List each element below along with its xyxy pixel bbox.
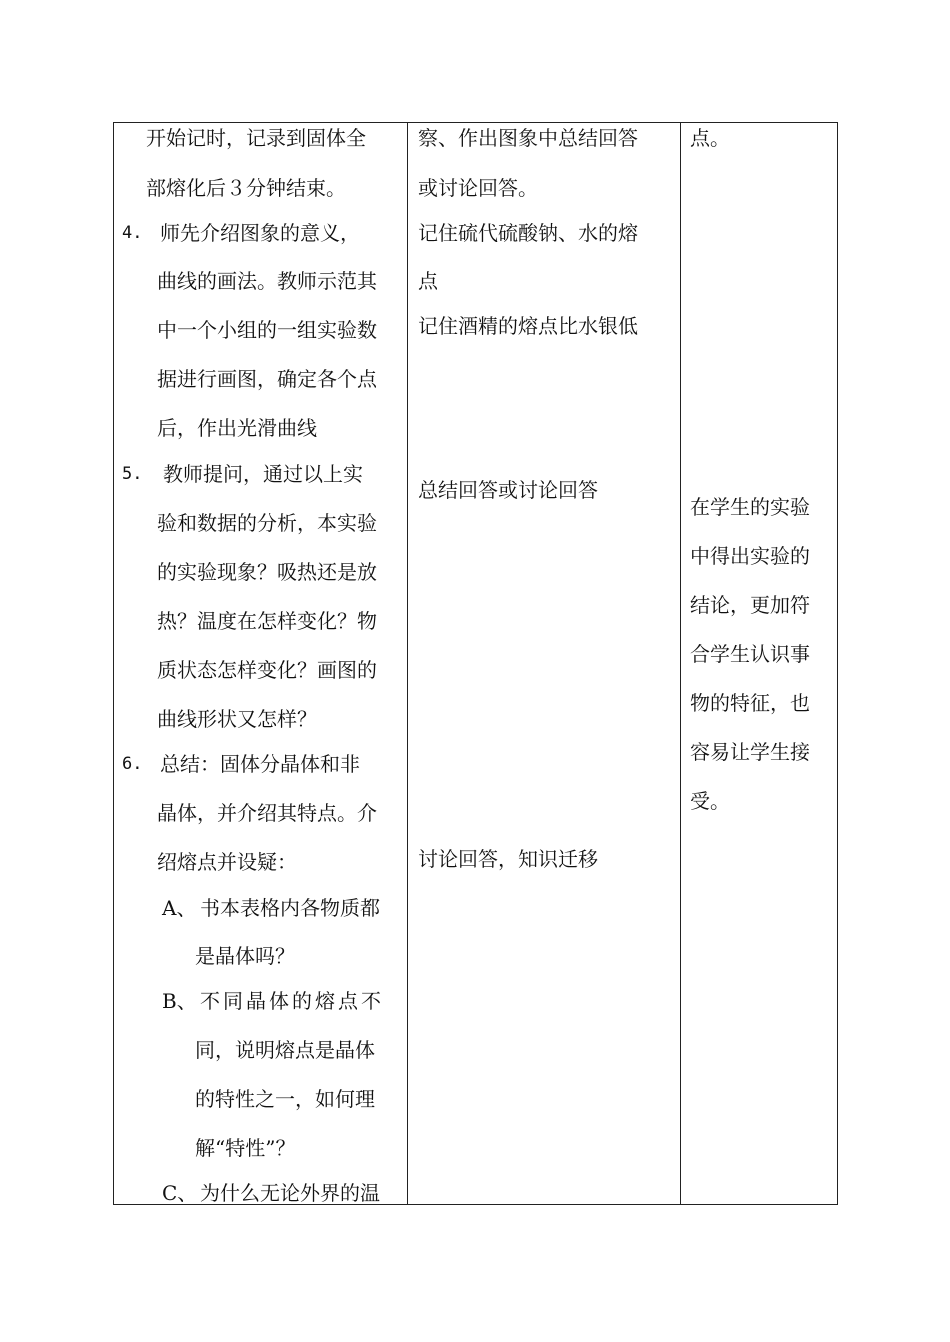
text-line: 是晶体吗？ bbox=[195, 944, 295, 968]
text-line: 受。 bbox=[690, 789, 730, 813]
text-line: 不同晶体的熔点不 bbox=[200, 989, 384, 1013]
text-line: 质状态怎样变化？画图的 bbox=[157, 658, 377, 682]
text-line: 总结：固体分晶体和非 bbox=[160, 752, 360, 776]
text-line: 合学生认识事 bbox=[690, 642, 810, 666]
text-line: 解“特性”？ bbox=[195, 1136, 296, 1160]
text-line: 开始记时，记录到固体全 bbox=[146, 126, 366, 150]
text-line: 同，说明熔点是晶体 bbox=[195, 1038, 375, 1062]
text-line: 物的特征，也 bbox=[690, 691, 810, 715]
text-line: 容易让学生接 bbox=[690, 740, 810, 764]
text-line: 曲线形状又怎样？ bbox=[157, 707, 317, 731]
text-line: 验和数据的分析，本实验 bbox=[157, 511, 377, 535]
text-line: 据进行画图，确定各个点 bbox=[157, 367, 377, 391]
text-line: 后，作出光滑曲线 bbox=[157, 416, 317, 440]
text-line: 记住硫代硫酸钠、水的熔 bbox=[418, 221, 638, 245]
text-line: 总结回答或讨论回答 bbox=[418, 478, 598, 502]
item-number: 4. bbox=[122, 223, 143, 243]
sub-item-label: C、 bbox=[162, 1181, 198, 1205]
text-line: 记住酒精的熔点比水银低 bbox=[418, 314, 638, 338]
text-line: 部熔化后３分钟结束。 bbox=[146, 176, 346, 200]
text-line: 热？温度在怎样变化？物 bbox=[157, 609, 377, 633]
text-line: 察、作出图象中总结回答 bbox=[418, 126, 638, 150]
text-line: 师先介绍图象的意义， bbox=[160, 221, 360, 245]
text-line: 或讨论回答。 bbox=[418, 176, 538, 200]
text-line: 中得出实验的 bbox=[690, 544, 810, 568]
sub-item-label: B、 bbox=[162, 989, 197, 1013]
text-line: 为什么无论外界的温 bbox=[200, 1181, 380, 1205]
text-line: 书本表格内各物质都 bbox=[200, 896, 380, 920]
text-line: 晶体，并介绍其特点。介 bbox=[157, 801, 377, 825]
text-line: 点 bbox=[418, 269, 438, 293]
text-line: 中一个小组的一组实验数 bbox=[157, 318, 377, 342]
item-number: 6. bbox=[122, 754, 143, 774]
text-line: 点。 bbox=[690, 126, 730, 150]
text-line: 的特性之一，如何理 bbox=[195, 1087, 375, 1111]
text-line: 教师提问，通过以上实 bbox=[163, 462, 363, 486]
item-number: 5. bbox=[122, 464, 143, 484]
sub-item-label: A、 bbox=[162, 896, 197, 920]
column-divider-1 bbox=[407, 123, 408, 1204]
text-line: 讨论回答，知识迁移 bbox=[418, 847, 598, 871]
text-line: 绍熔点并设疑： bbox=[157, 850, 297, 874]
column-divider-2 bbox=[680, 123, 681, 1204]
text-line: 结论，更加符 bbox=[690, 593, 810, 617]
text-line: 的实验现象？吸热还是放 bbox=[157, 560, 377, 584]
text-line: 曲线的画法。教师示范其 bbox=[157, 269, 377, 293]
text-line: 在学生的实验 bbox=[690, 495, 810, 519]
